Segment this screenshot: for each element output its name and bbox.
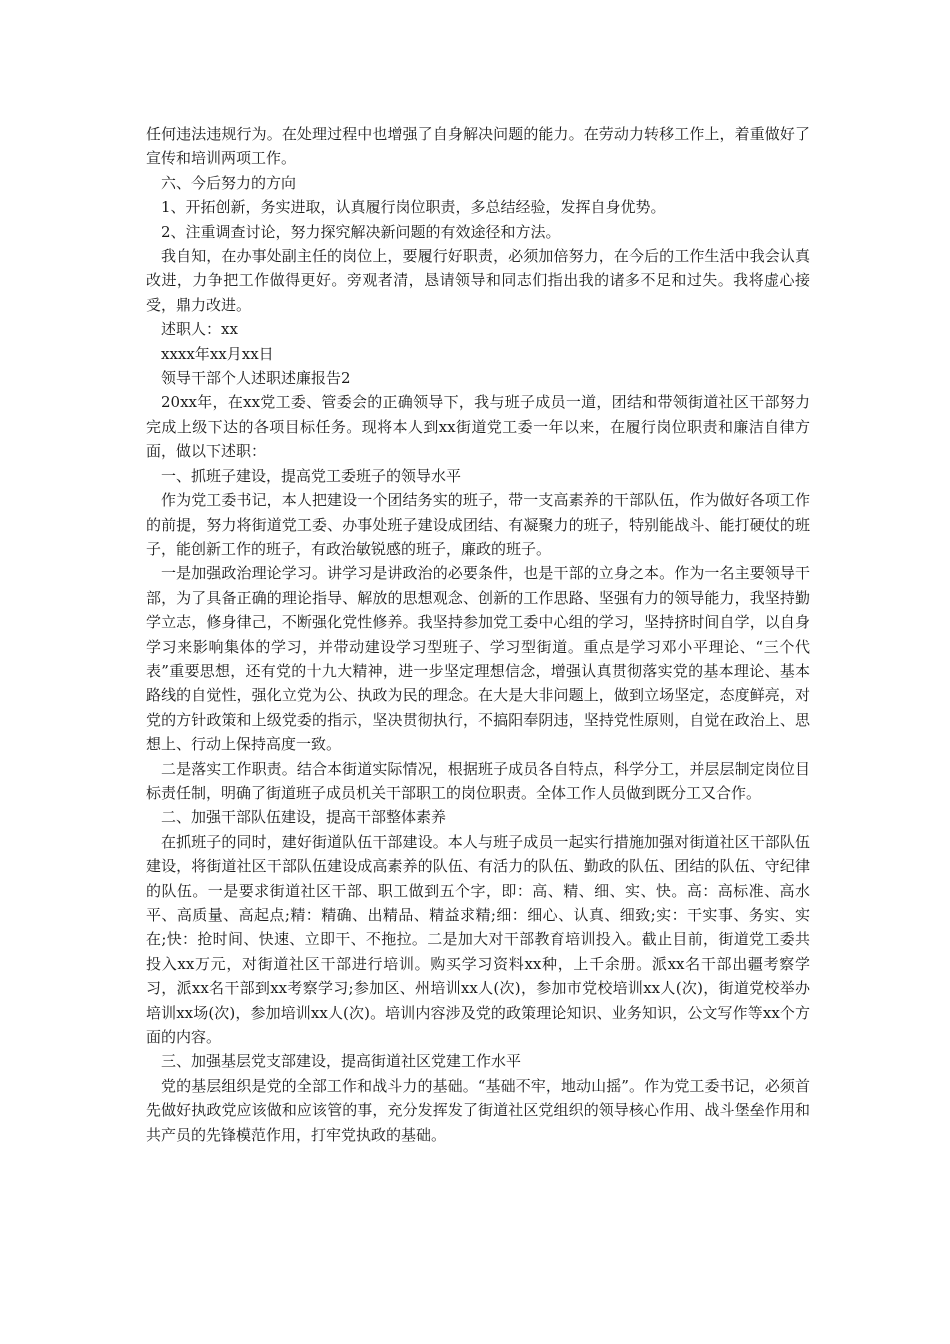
document-body	[146, 122, 810, 1147]
paragraph-conclusion: 我自知，在办事处副主任的岗位上，要履行好职责，必须加倍努力，在今后的工作生活中我会认真改进，力争把工作做得更好。旁观者清，恳请领导和同志们指出我的诸多不足和过失。我将虚心接受，鼎力改进。	[146, 247, 810, 314]
date-line: xxxx年xx月xx日	[161, 344, 274, 363]
section-heading-three: 三、加强基层党支部建设，提高街道社区党建工作水平	[161, 1052, 522, 1071]
paragraph-grassroots: 党的基层组织是党的全部工作和战斗力的基础。“基础不牢，地动山摇”。作为党工委书记，必须首先做好执政党应该做和应该管的事，充分发挥发了街道社区党组织的领导核心作用、战斗堡垒作用和共产员的先锋模范作用，打牢党执政的基础。	[146, 1076, 810, 1144]
signature-line: 述职人：xx	[161, 320, 238, 339]
paragraph-duties: 二是落实工作职责。结合本街道实际情况，根据班子成员各自特点，科学分工，并层层制定岗位目标责任制，明确了街道班子成员机关干部职工的岗位职责。全体工作人员做到既分工又合作。	[146, 759, 810, 802]
section-heading-six: 六、今后努力的方向	[161, 173, 297, 192]
list-item-2: 2、注重调查讨论，努力探究解决新问题的有效途径和方法。	[161, 222, 561, 241]
report-title: 领导干部个人述职述廉报告2	[161, 369, 351, 388]
list-item-1: 1、开拓创新，务实进取，认真履行岗位职责，多总结经验，发挥自身优势。	[161, 198, 666, 217]
section-heading-two: 二、加强干部队伍建设，提高干部整体素养	[161, 808, 447, 827]
paragraph-intro: 20xx年，在xx党工委、管委会的正确领导下，我与班子成员一道，团结和带领街道社区干部努力完成上级下达的各项目标任务。现将本人到xx街道党工委一年以来，在履行岗位职责和廉洁自律方面，做以下述职：	[146, 393, 810, 461]
paragraph-1: 任何违法违规行为。在处理过程中也增强了自身解决问题的能力。在劳动力转移工作上，着重做好了宣传和培训两项工作。	[146, 125, 810, 168]
section-heading-one: 一、抓班子建设，提高党工委班子的领导水平	[161, 466, 462, 485]
paragraph-cadre-building: 在抓班子的同时，建好街道队伍干部建设。本人与班子成员一起实行措施加强对街道社区干部队伍建设，将街道社区干部队伍建设成高素养的队伍、有活力的队伍、勤政的队伍、团结的队伍、守纪律的队伍。一是要求街道社区干部、职工做到五个字，即：高、精、细、实、快。高：高标准、高水平、高质量、高起点;精：精确、出精品、精益求精;细：细心、认真、细致;实：干实事、务实、实在;快：抢时间、快速、立即干、不拖拉。二是加大对干部教育培训投入。截止目前，街道党工委共投入xx万元，对街道社区干部进行培训。购买学习资料xx种，上千余册。派xx名干部出疆考察学习，派xx名干部到xx考察学习;参加区、州培训xx人(次)，参加市党校培训xx人(次)，街道党校举办培训xx场(次)，参加培训xx人(次)。培训内容涉及党的政策理论知识、业务知识，公文写作等xx个方面的内容。	[146, 832, 810, 1047]
paragraph-team-building: 作为党工委书记，本人把建设一个团结务实的班子，带一支高素养的干部队伍，作为做好各项工作的前提，努力将街道党工委、办事处班子建设成团结、有凝聚力的班子，特别能战斗、能打硬仗的班子，能创新工作的班子，有政治敏锐感的班子，廉政的班子。	[146, 491, 810, 558]
paragraph-political-study: 一是加强政治理论学习。讲学习是讲政治的必要条件，也是干部的立身之本。作为一名主要领导干部，为了具备正确的理论指导、解放的思想观念、创新的工作思路、坚强有力的领导能力，我坚持勤学立志，修身律己，不断强化党性修养。我坚持参加党工委中心组的学习，坚持挤时间自学，以自身学习来影响集体的学习，并带动建设学习型班子、学习型街道。重点是学习邓小平理论、“三个代表”重要思想，还有党的十九大精神，进一步坚定理想信念，增强认真贯彻落实党的基本理论、基本路线的自觉性，强化立党为公、执政为民的理念。在大是大非问题上，做到立场坚定，态度鲜亮，对党的方针政策和上级党委的指示，坚决贯彻执行，不搞阳奉阴违，坚持党性原则，自觉在政治上、思想上、行动上保持高度一致。	[146, 564, 810, 754]
